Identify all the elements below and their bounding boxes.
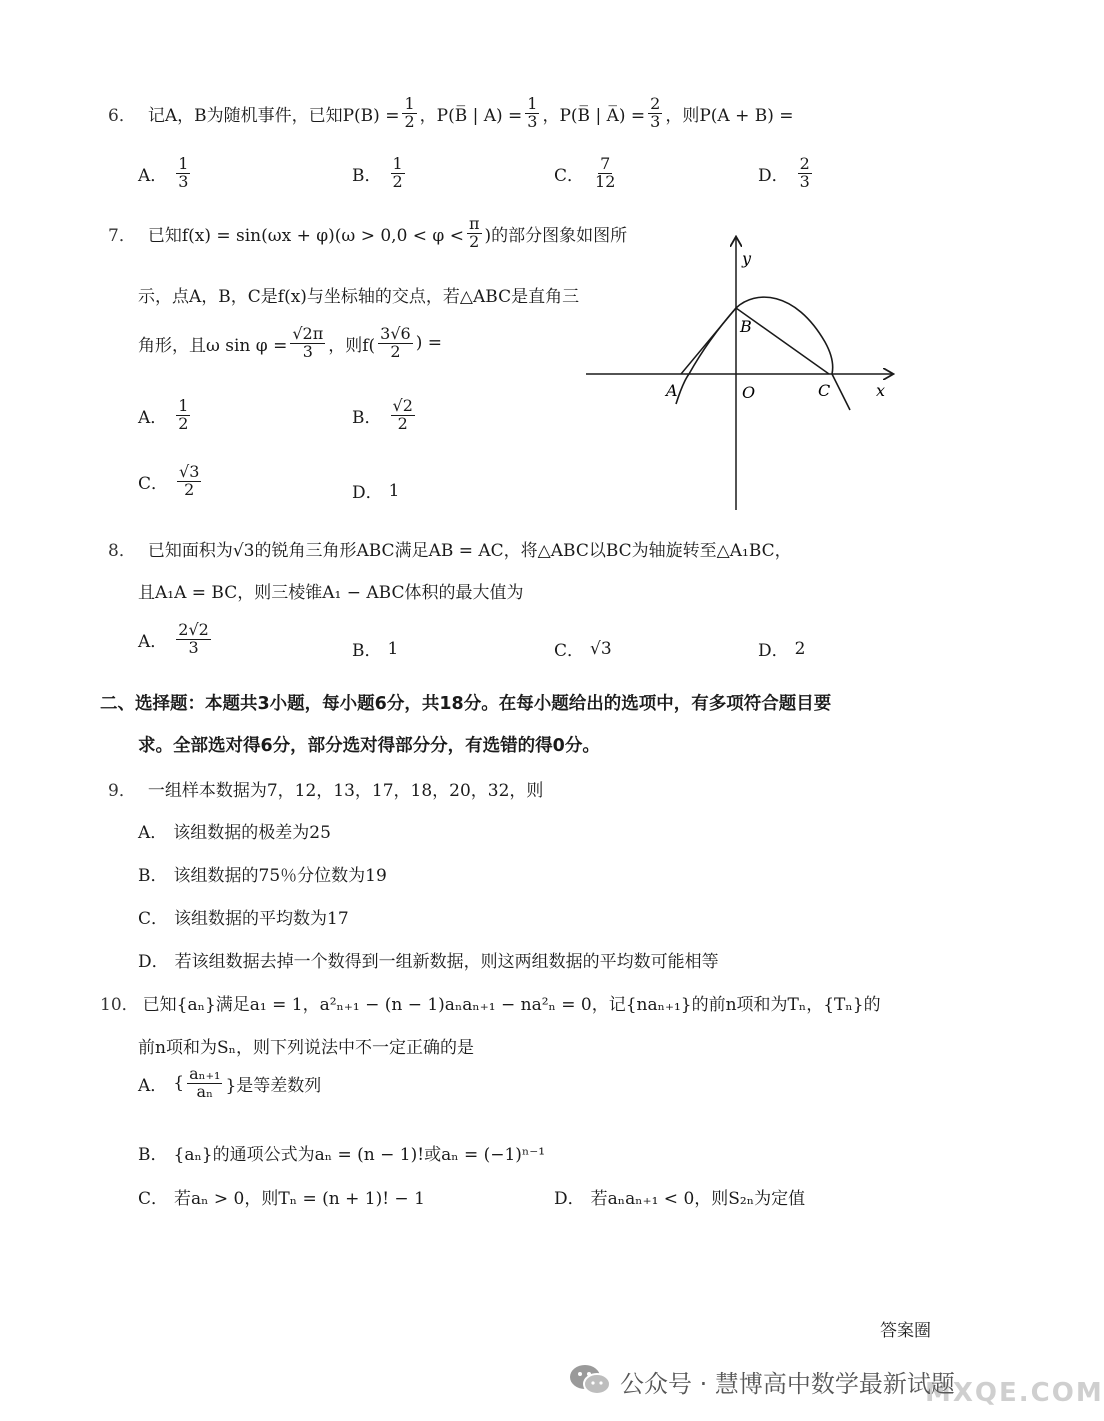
wechat-icon: [568, 1362, 612, 1398]
watermark-url: MXQE.COM: [925, 1378, 1104, 1408]
q6-stem-prefix: 记A，B为随机事件，已知P(B) =: [147, 105, 400, 126]
q6-frac-2: $\frac{1}{3}$: [527, 94, 538, 131]
q8-line1: [108, 536, 792, 561]
q7-option-d: D． 1: [352, 480, 400, 503]
q7-line1: [108, 216, 627, 251]
q6-stem: [108, 96, 794, 131]
watermark-text: 公众号 · 慧博高中数学最新试题: [620, 1370, 955, 1398]
q6-option-a: A． $\frac{1}{3}$: [138, 154, 189, 191]
q8-option-c: C． √3: [554, 638, 612, 661]
graph-label-o: O: [742, 383, 756, 402]
q6-option-d: D． $\frac{2}{3}$: [758, 154, 810, 191]
q7-option-a: A． $\frac{1}{2}$: [138, 396, 189, 433]
q8-line1-text: 已知面积为√3的锐角三角形ABC满足AB = AC，将△ABC以BC为轴旋转至△A₁BC，: [147, 541, 792, 561]
q7-line3-prefix: 角形，且ω sin φ =: [138, 335, 288, 356]
q7-line2: 示，点A，B，C是f(x)与坐标轴的交点，若△ABC是直角三: [138, 287, 580, 307]
q7-line1-suffix: )的部分图象如图所: [484, 225, 628, 246]
q6-number: 6．: [108, 105, 136, 126]
q9-option-a: A． 该组数据的极差为25: [138, 823, 331, 843]
q6-stem-mid1: ，P(B̅ | A) =: [419, 105, 523, 126]
watermark-logo: 答案圈: [880, 1321, 931, 1341]
graph-label-y: y: [742, 249, 752, 268]
q7-frac-2: $\frac{3√6}{2}$: [380, 324, 411, 361]
q9-stem-text: 一组样本数据为7，12，13，17，18，20，32，则: [147, 781, 544, 801]
q6-stem-suffix: ，则P(A + B) =: [665, 105, 794, 126]
graph-label-x: x: [876, 381, 886, 400]
section2-line2: 求。全部选对得6分，部分选对得部分分，有选错的得0分。: [138, 736, 600, 756]
q8-option-a: A． $\frac{2√2}{3}$: [138, 620, 209, 657]
graph-label-b: B: [740, 317, 752, 336]
q7-line3-suffix: ) =: [415, 333, 443, 354]
q10-line1-text: 已知{aₙ}满足a₁ = 1，a²ₙ₊₁ − (n − 1)aₙaₙ₊₁ − na²ₙ = 0，记{naₙ₊₁}的前n项和为Tₙ，{Tₙ}的: [142, 995, 881, 1015]
q7-line3-mid: ，则f(: [328, 335, 376, 356]
q9-option-c: C． 该组数据的平均数为17: [138, 909, 349, 929]
q10-number: 10．: [100, 995, 139, 1015]
q10-option-a: A． { $\frac{\text{aₙ₊₁}}{\text{aₙ}}$ }是等差数列: [138, 1064, 322, 1101]
q9-option-d: D． 若该组数据去掉一个数得到一组新数据，则这两组数据的平均数可能相等: [138, 952, 719, 972]
q6-stem-mid2: ，P(B̅ | A̅) =: [542, 105, 646, 126]
q9-number: 9．: [108, 781, 136, 801]
q10-option-b: B． {aₙ}的通项公式为aₙ = (n − 1)!或aₙ = (−1)ⁿ⁻¹: [138, 1145, 546, 1165]
q10-option-c: C． 若aₙ > 0，则Tₙ = (n + 1)! − 1: [138, 1189, 425, 1209]
q8-option-d: D． 2: [758, 638, 806, 661]
q6-option-c: C． $\frac{7}{12}$: [554, 154, 616, 191]
q7-line1-prefix: 已知f(x) = sin(ωx + φ)(ω > 0,0 < φ <: [147, 225, 464, 246]
graph-label-c: C: [818, 381, 831, 400]
q9-stem: [108, 776, 543, 801]
q8-number: 8．: [108, 541, 136, 561]
q10-line2: 前n项和为Sₙ，则下列说法中不一定正确的是: [138, 1038, 474, 1058]
q9-option-b: B． 该组数据的75％分位数为19: [138, 866, 387, 886]
section2-line1: 二、选择题：本题共3小题，每小题6分，共18分。在每小题给出的选项中，有多项符合题目要: [100, 694, 832, 714]
q6-frac-1: $\frac{1}{2}$: [404, 94, 415, 131]
q10-optA-frac: $\frac{\text{aₙ₊₁}}{\text{aₙ}}$: [189, 1064, 221, 1101]
q7-option-c: C． $\frac{√3}{2}$: [138, 462, 200, 499]
q7-number: 7．: [108, 225, 136, 246]
graph-label-a: A: [666, 381, 678, 400]
q7-graph: [580, 232, 900, 517]
q8-line2: 且A₁A = BC，则三棱锥A₁ − ABC体积的最大值为: [138, 583, 524, 603]
q8-option-b: B． 1: [352, 638, 399, 661]
q7-frac-1: $\frac{√2\pi}{3}$: [292, 324, 324, 361]
q10-option-d: D． 若aₙaₙ₊₁ < 0，则S₂ₙ为定值: [554, 1189, 806, 1209]
q10-line1: [100, 990, 881, 1015]
q7-pi-frac: $\frac{\pi}{2}$: [469, 214, 480, 251]
q7-line3: [138, 326, 442, 361]
q6-frac-3: $\frac{2}{3}$: [650, 94, 661, 131]
q6-option-b: B． $\frac{1}{2}$: [352, 154, 403, 191]
q7-option-b: B． $\frac{√2}{2}$: [352, 396, 413, 433]
